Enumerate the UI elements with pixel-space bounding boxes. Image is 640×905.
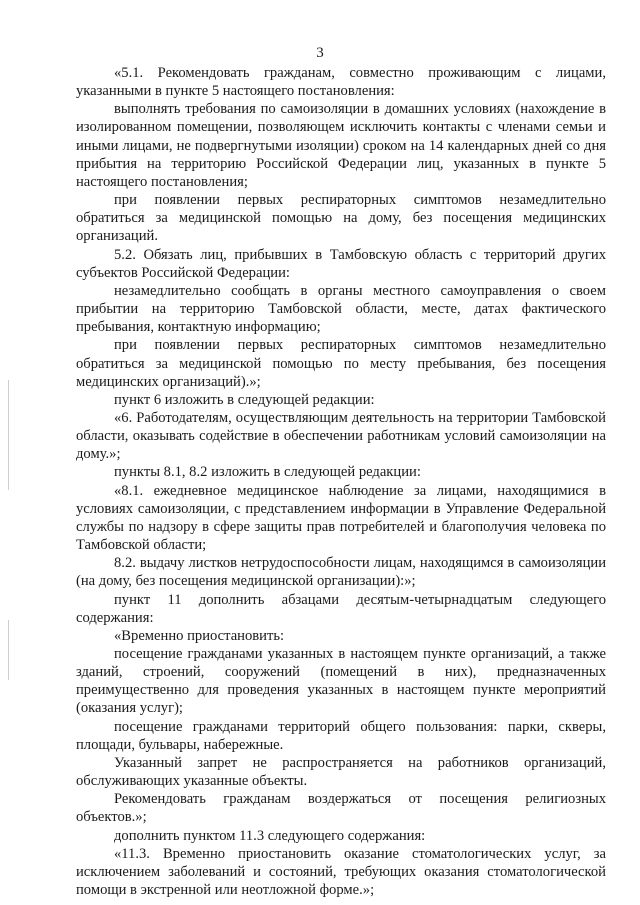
paragraph: при появлении первых респираторных симптомов незамедлительно обратиться за медицинской помощью на дому, без посещения медицинских организаций. <box>76 192 606 245</box>
paragraph: пункт 11 дополнить абзацами десятым-четырнадцатым следующего содержания: <box>76 591 606 626</box>
scan-margin-mark <box>8 620 9 680</box>
paragraph: «6. Работодателям, осуществляющим деятельность на территории Тамбовской области, оказывать содействие в обеспечении работникам условий самоизоляции на дому.»; <box>76 409 606 463</box>
paragraph: 8.2. выдачу листков нетрудоспособности лицам, находящимся в самоизоляции (на дому, без посещения медицинской организации):»; <box>76 555 606 590</box>
paragraph: «5.1. Рекомендовать гражданам, совместно проживающим с лицами, указанными в пункте 5 настоящего постановления: <box>76 65 606 100</box>
paragraph: «11.3. Временно приостановить оказание стоматологических услуг, за исключением заболеваний и состояний, требующих оказания стоматологической помощи в экстренной или неотложной форме.»; <box>76 845 606 899</box>
paragraph: «8.1. ежедневное медицинское наблюдение за лицами, находящимися в условиях самоизоляции, с представлением информации в Управление Федеральной службы по надзору в сфере защиты прав потребителей и благополучия человека по Тамбовской области; <box>76 482 606 554</box>
paragraph: «Временно приостановить: <box>114 627 285 644</box>
paragraph: Рекомендовать гражданам воздержаться от посещения религиозных объектов.»; <box>76 791 606 826</box>
paragraph: дополнить пунктом 11.3 следующего содержания: <box>114 827 426 844</box>
paragraph: выполнять требования по самоизоляции в домашних условиях (нахождение в изолированном помещении, позволяющем исключить контакты с членами семьи и иными лицами, не подвергнутыми изоляции) сроком на 14 календарных дней со дня прибытия на территорию Российской Федерации лиц, указанных в пункте 5 настоящего постановления; <box>76 101 606 190</box>
document-body <box>76 64 606 899</box>
paragraph: посещение гражданами указанных в настоящем пункте организаций, а также зданий, строений, сооружений (помещений в них), предназначенных преимущественно для проведения указанных в настоящем пункте мероприятий (оказания услуг); <box>76 646 606 717</box>
paragraph: 5.2. Обязать лиц, прибывших в Тамбовскую область с территорий других субъектов Российской Федерации: <box>76 246 606 281</box>
page-number: 3 <box>316 45 324 61</box>
paragraph: пункты 8.1, 8.2 изложить в следующей редакции: <box>114 464 421 481</box>
paragraph: Указанный запрет не распространяется на работников организаций, обслуживающих указанные объекты. <box>76 754 606 790</box>
scan-margin-mark <box>8 380 9 490</box>
paragraph: незамедлительно сообщать в органы местного самоуправления о своем прибытии на территорию Тамбовской области, месте, датах фактического пребывания, контактную информацию; <box>76 282 606 336</box>
paragraph: пункт 6 изложить в следующей редакции: <box>114 391 375 408</box>
paragraph: при появлении первых респираторных симптомов незамедлительно обратиться за медицинской помощью по месту пребывания, без посещения медицинских организаций).»; <box>76 337 606 390</box>
paragraph: посещение гражданами территорий общего пользования: парки, скверы, площади, бульвары, набережные. <box>76 718 606 753</box>
